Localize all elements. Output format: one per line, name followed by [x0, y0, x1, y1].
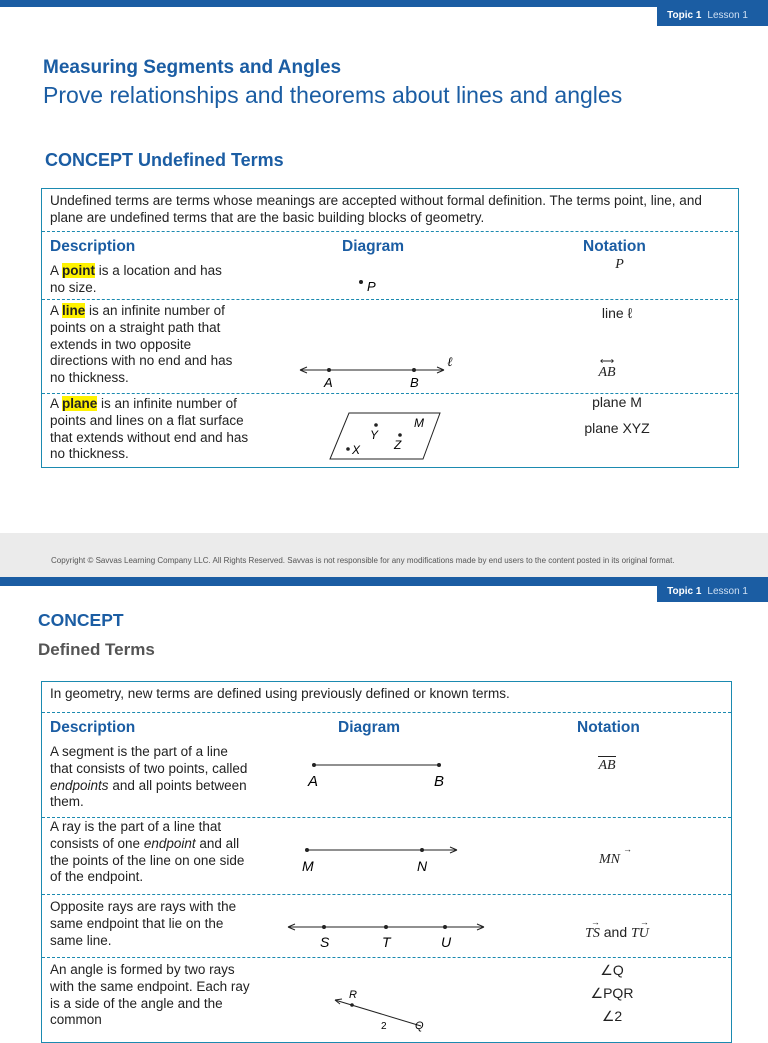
svg-text:N: N: [417, 858, 428, 874]
top-bar: [0, 0, 768, 7]
term-point: point: [62, 263, 96, 278]
segment-notation: AB: [598, 758, 616, 773]
point-label: P: [367, 279, 376, 294]
plane-description: A plane is an infinite number of points and lines on a flat surface that extends without end and has no thickness.: [50, 396, 249, 462]
divider: [42, 231, 738, 232]
point-b: [412, 368, 416, 372]
line-notation-1: line ℓ: [601, 305, 633, 321]
point-a: [327, 368, 331, 372]
opposite-rays-diagram: [282, 916, 492, 956]
opposite-rays-description: Opposite rays are rays with the same endpoint that lie on the same line.: [50, 899, 237, 948]
point-diagram: [342, 269, 402, 299]
svg-text:Q: Q: [415, 1020, 424, 1032]
plane-notation-2: plane XYZ: [584, 420, 650, 436]
ray-notation: → MN: [599, 844, 632, 867]
table-intro: Undefined terms are terms whose meanings are accepted without formal definition. The terms point, line, and plane are undefined terms that are the basic building blocks of geometry.: [50, 193, 702, 225]
opposite-rays-notation: → TS and → TU: [585, 917, 649, 941]
col2-notation: Notation: [577, 719, 640, 736]
col2-diagram: Diagram: [338, 719, 401, 736]
svg-text:B: B: [434, 773, 445, 790]
line-description: A line is an infinite number of points on a straight path that extends in two opposite directions with no end and has no thickness.: [50, 303, 233, 386]
concept-heading: CONCEPT Undefined Terms: [45, 150, 284, 170]
line-diagram: [292, 349, 462, 389]
segment-diagram: [297, 752, 457, 792]
svg-text:Y: Y: [370, 428, 379, 442]
svg-text:X: X: [352, 443, 361, 457]
page-footer: [0, 533, 768, 577]
svg-text:A: A: [324, 375, 333, 390]
svg-text:M: M: [414, 416, 424, 430]
line-notation-2: ⟷ AB: [598, 356, 616, 380]
svg-text:M: M: [302, 858, 314, 874]
ray-diagram: [297, 839, 472, 879]
svg-text:2: 2: [381, 1021, 387, 1032]
col-description: Description: [50, 238, 136, 255]
ray-description: A ray is the part of a line that consists of one endpoint and all the points of the line on one side of the endpoint.: [50, 819, 245, 885]
topic-label: Topic 1: [667, 9, 702, 21]
topic-lesson-tag-2: Topic 1 Lesson 1: [657, 580, 768, 602]
angle-notation-3: ∠2: [601, 1008, 623, 1024]
point-description: A point is a location and has no size.: [50, 263, 222, 295]
plane-notation-1: plane M: [592, 394, 642, 410]
angle-description: An angle is formed by two rays with the same endpoint. Each ray is a side of the angle and the common: [50, 962, 250, 1028]
svg-text:U: U: [441, 934, 452, 950]
col-diagram: Diagram: [342, 238, 405, 255]
angle-notation-1: ∠Q: [600, 962, 624, 978]
col2-description: Description: [50, 719, 136, 736]
point-notation: P: [615, 257, 624, 272]
angle-notation-2: ∠PQR: [590, 985, 634, 1001]
divider: [42, 299, 738, 300]
point-dot: [359, 280, 363, 284]
topic-lesson-tag: [657, 4, 768, 26]
lesson-subtitle: Prove relationships and theorems about lines and angles: [43, 82, 623, 108]
lesson-title: Measuring Segments and Angles: [43, 57, 342, 78]
svg-text:ℓ: ℓ: [447, 354, 453, 369]
concept2-heading: CONCEPT: [38, 610, 124, 630]
col-notation: Notation: [583, 238, 646, 255]
segment-description: A segment is the part of a line that consists of two points, called endpoints and all points between them.: [50, 744, 248, 810]
undefined-terms-table: [41, 188, 739, 468]
svg-text:S: S: [320, 934, 330, 950]
defined-terms-table: [41, 681, 732, 1043]
lesson-label: Lesson 1: [707, 9, 748, 21]
copyright-text: Copyright © Savvas Learning Company LLC. All Rights Reserved. Savvas is not responsible for any modifications made by end users to the content posted in its original format.: [51, 556, 675, 565]
angle-diagram: [327, 986, 477, 1032]
svg-text:T: T: [382, 934, 391, 950]
svg-text:A: A: [308, 773, 319, 790]
top-bar-2: [0, 577, 768, 586]
svg-text:Z: Z: [394, 438, 402, 452]
svg-text:B: B: [410, 375, 419, 390]
svg-text:R: R: [349, 989, 357, 1001]
defined-terms-heading: Defined Terms: [38, 640, 155, 659]
plane-diagram: [324, 409, 444, 464]
term-plane: plane: [62, 396, 98, 411]
term-line: line: [62, 303, 86, 318]
table2-intro: In geometry, new terms are defined using previously defined or known terms.: [50, 686, 510, 701]
